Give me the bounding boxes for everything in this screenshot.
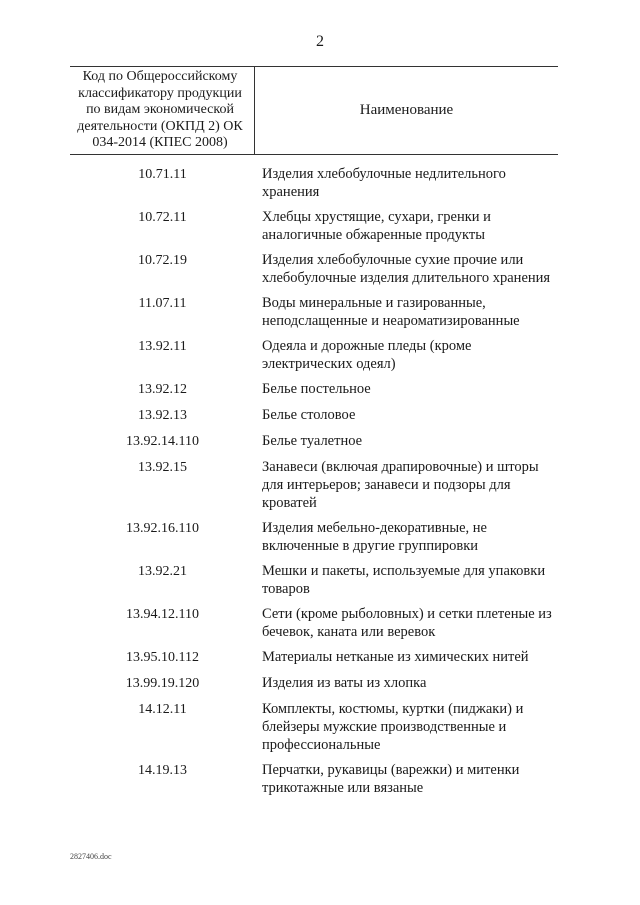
row-code: 10.72.19 bbox=[138, 252, 187, 268]
table-body bbox=[70, 155, 558, 797]
table-row bbox=[70, 208, 558, 244]
row-name: Хлебцы хрустящие, сухари, гренки и аналогичные обжаренные продукты bbox=[262, 208, 491, 243]
table-row bbox=[70, 380, 558, 399]
row-code: 13.92.21 bbox=[138, 563, 187, 579]
table-row bbox=[70, 432, 558, 451]
table-row bbox=[70, 648, 558, 667]
row-code: 13.95.10.112 bbox=[126, 649, 199, 665]
row-name: Белье туалетное bbox=[262, 432, 363, 449]
row-name: Занавеси (включая драпировочные) и шторы для интерьеров; занавеси и подзоры для кроватей bbox=[262, 458, 539, 511]
row-name: Белье постельное bbox=[262, 380, 371, 397]
row-code: 13.94.12.110 bbox=[126, 606, 199, 622]
row-name: Комплекты, костюмы, куртки (пиджаки) и блейзеры мужские производственные и профессиональные bbox=[262, 700, 524, 753]
row-name: Воды минеральные и газированные, неподслащенные и неароматизированные bbox=[262, 294, 520, 329]
row-code: 13.92.15 bbox=[138, 459, 187, 475]
header-name: Наименование bbox=[359, 101, 454, 118]
row-name: Изделия хлебобулочные сухие прочие или хлебобулочные изделия длительного хранения bbox=[262, 251, 551, 286]
row-name: Мешки и пакеты, используемые для упаковки товаров bbox=[262, 562, 546, 597]
row-name: Изделия хлебобулочные недлительного хранения bbox=[262, 165, 506, 200]
row-name: Перчатки, рукавицы (варежки) и митенки трикотажные или вязаные bbox=[262, 761, 520, 796]
row-code: 11.07.11 bbox=[138, 295, 187, 311]
row-name: Изделия мебельно-декоративные, не включенные в другие группировки bbox=[262, 519, 487, 554]
row-code: 13.99.19.120 bbox=[125, 675, 200, 691]
row-code: 14.12.11 bbox=[138, 701, 187, 717]
row-name: Материалы нетканые из химических нитей bbox=[262, 648, 529, 665]
table-row bbox=[70, 605, 558, 641]
footer-filename: 2827406.doc bbox=[70, 852, 112, 861]
table-row bbox=[70, 251, 558, 287]
row-name: Изделия из ваты из хлопка bbox=[262, 674, 427, 691]
table-row bbox=[70, 761, 558, 797]
row-code: 13.92.13 bbox=[138, 407, 187, 423]
row-name: Одеяла и дорожные пледы (кроме электрических одеял) bbox=[262, 337, 472, 372]
row-code: 14.19.13 bbox=[138, 762, 187, 778]
row-name: Сети (кроме рыболовных) и сетки плетеные из бечевок, каната или веревок bbox=[262, 605, 552, 640]
table-row bbox=[70, 165, 558, 201]
row-code: 13.92.11 bbox=[138, 338, 187, 354]
table-header bbox=[70, 66, 558, 155]
table-row bbox=[70, 700, 558, 754]
table-row bbox=[70, 562, 558, 598]
table-row bbox=[70, 674, 558, 693]
table-row bbox=[70, 458, 558, 512]
row-code: 13.92.12 bbox=[138, 381, 187, 397]
header-code: Код по Общероссийскому классификатору продукции по видам экономической деятельности (ОКПД 2) ОК 034-2014 (КПЕС 2008) bbox=[70, 67, 255, 154]
page-number: 2 bbox=[316, 33, 324, 50]
row-code: 10.72.11 bbox=[138, 209, 187, 225]
row-code: 13.92.16.110 bbox=[126, 520, 199, 536]
table-row bbox=[70, 519, 558, 555]
classification-table bbox=[70, 66, 558, 804]
row-code: 10.71.11 bbox=[138, 166, 187, 182]
row-name: Белье столовое bbox=[262, 406, 356, 423]
table-row bbox=[70, 337, 558, 373]
table-row bbox=[70, 294, 558, 330]
row-code: 13.92.14.110 bbox=[126, 433, 199, 449]
table-row bbox=[70, 406, 558, 425]
